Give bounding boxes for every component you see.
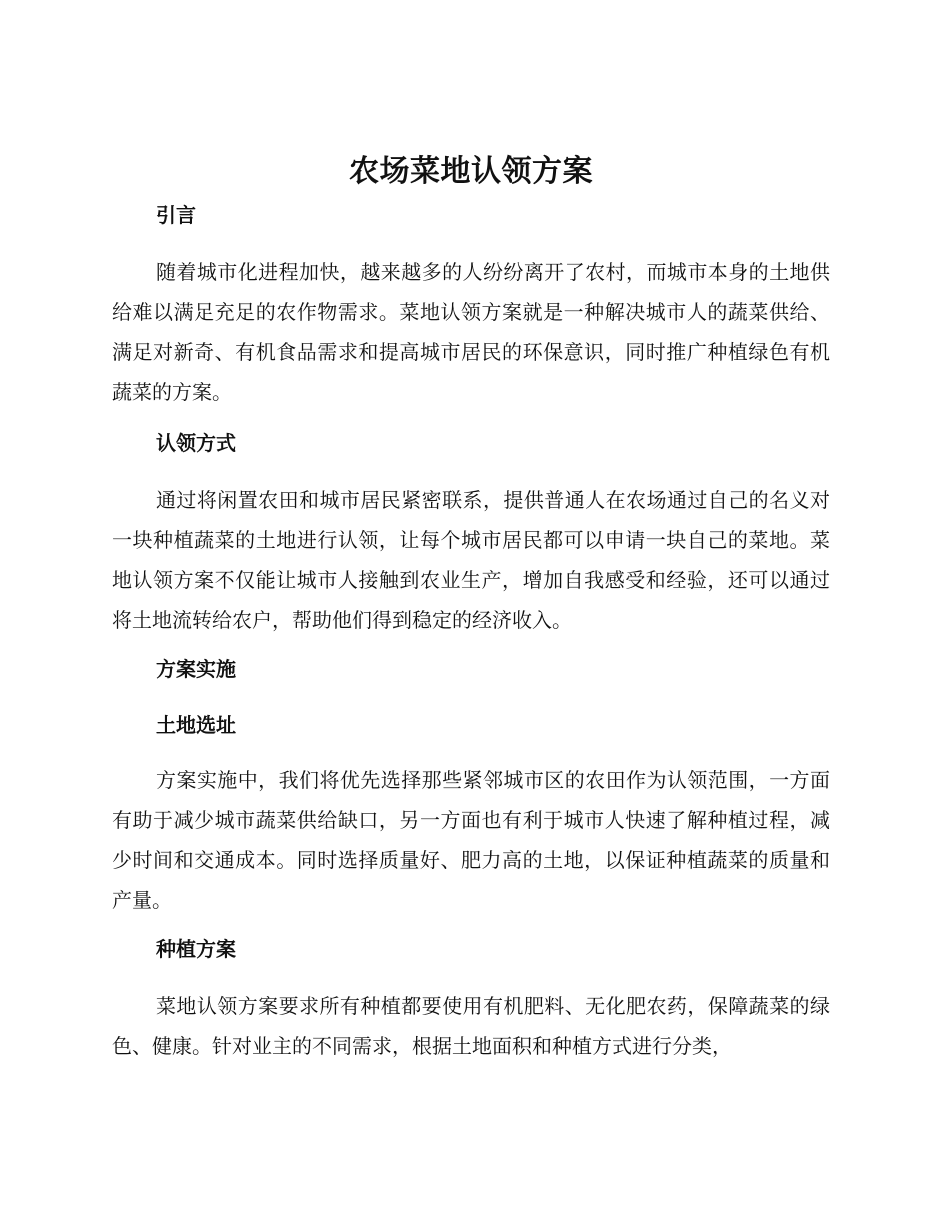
document-title: 农场菜地认领方案 (349, 154, 593, 189)
section-heading-planting-plan: 种植方案 (156, 937, 236, 961)
paragraph-claim-method: 通过将闲置农田和城市居民紧密联系，提供普通人在农场通过自己的名义对一块种植蔬菜的土地进行认领，让每个城市居民都可以申请一块自己的菜地。菜地认领方案不仅能让城市人接触到农业生产，增加自我感受和经验，还可以通过将土地流转给农户，帮助他们得到稳定的经济收入。 (112, 488, 830, 632)
paragraph-planting-plan: 菜地认领方案要求所有种植都要使用有机肥料、无化肥农药，保障蔬菜的绿色、健康。针对业主的不同需求，根据土地面积和种植方式进行分类， (112, 994, 830, 1058)
section-heading-implementation: 方案实施 (156, 657, 236, 681)
section-heading-claim-method: 认领方式 (156, 431, 236, 455)
section-heading-introduction: 引言 (156, 203, 196, 227)
document-body (112, 150, 830, 1066)
section-heading-site-selection: 土地选址 (156, 713, 236, 737)
paragraph-site-selection: 方案实施中，我们将优先选择那些紧邻城市区的农田作为认领范围，一方面有助于减少城市蔬菜供给缺口，另一方面也有利于城市人快速了解种植过程，减少时间和交通成本。同时选择质量好、肥力高的土地，以保证种植蔬菜的质量和产量。 (112, 768, 830, 912)
paragraph-introduction: 随着城市化进程加快，越来越多的人纷纷离开了农村，而城市本身的土地供给难以满足充足的农作物需求。菜地认领方案就是一种解决城市人的蔬菜供给、满足对新奇、有机食品需求和提高城市居民的环保意识，同时推广种植绿色有机蔬菜的方案。 (112, 260, 830, 404)
